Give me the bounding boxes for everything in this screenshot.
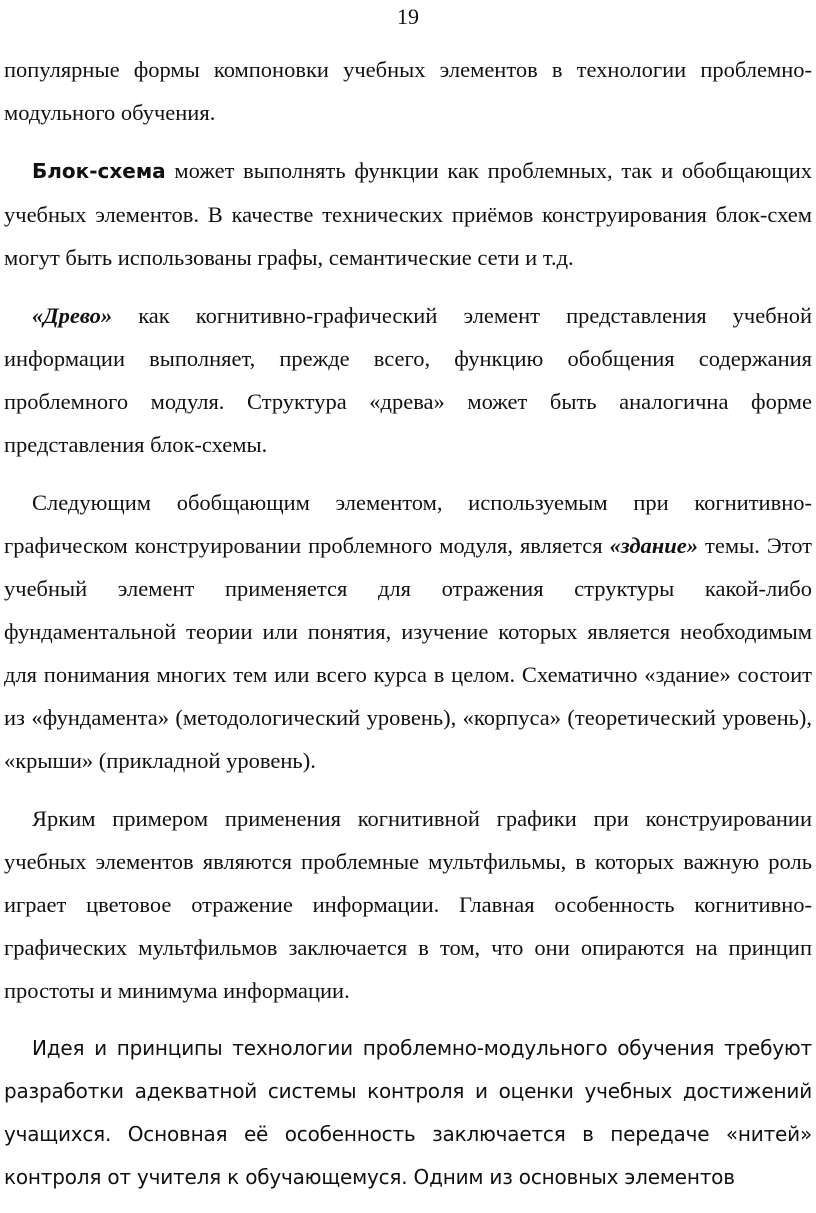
- term-tree: «Древо»: [32, 303, 113, 328]
- term-block-schema: Блок-схема: [32, 159, 166, 183]
- paragraph-cartoons: [4, 797, 812, 1012]
- paragraph-control: [4, 1027, 812, 1199]
- paragraph-text: как когнитивно-графический элемент представления учебной информации выполняет, прежде всего, функцию обобщения содержания проблемного модуля. Структура «древа» может быть аналогична форме представления блок-схемы.: [4, 303, 812, 457]
- term-building: «здание»: [609, 533, 699, 558]
- paragraph-text-after: темы. Этот учебный элемент применяется для отражения структуры какой-либо фундаментальной теории или понятия, изучение которых является необходимым для понимания многих тем или всего курса в целом. Схематично «здание» состоит из «фундамента» (методологический уровень), «корпуса» (теоретический уровень), «крыши» (прикладной уровень).: [4, 533, 812, 773]
- paragraph-continuation: [4, 48, 812, 134]
- paragraph-text: популярные формы компоновки учебных элементов в технологии проблемно-модульного обучения.: [4, 57, 812, 125]
- paragraph-text: Ярким примером применения когнитивной графики при конструировании учебных элементов являются проблемные мультфильмы, в которых важную роль играет цветовое отражение информации. Главная особенность когнитивно-графических мультфильмов заключается в том, что они опираются на принцип простоты и минимума информации.: [4, 806, 812, 1003]
- paragraph-text: может выполнять функции как проблемных, так и обобщающих учебных элементов. В качестве технических приёмов конструирования блок-схем могут быть использованы графы, семантические сети и т.д.: [4, 158, 812, 270]
- document-body: [4, 48, 812, 1199]
- paragraph-building: [4, 481, 812, 782]
- paragraph-text-before: Следующим обобщающим элементом, используемым при когнитивно-графическом конструировании проблемного модуля, является: [4, 490, 812, 558]
- paragraph-block-schema: [4, 149, 812, 279]
- paragraph-text: Идея и принципы технологии проблемно-модульного обучения требуют разработки адекватной системы контроля и оценки учебных достижений учащихся. Основная её особенность заключается в передаче «нитей» контроля от учителя к обучающемуся. Одним из основных элементов: [4, 1036, 812, 1189]
- paragraph-tree: [4, 294, 812, 466]
- page-number: 19: [397, 4, 419, 29]
